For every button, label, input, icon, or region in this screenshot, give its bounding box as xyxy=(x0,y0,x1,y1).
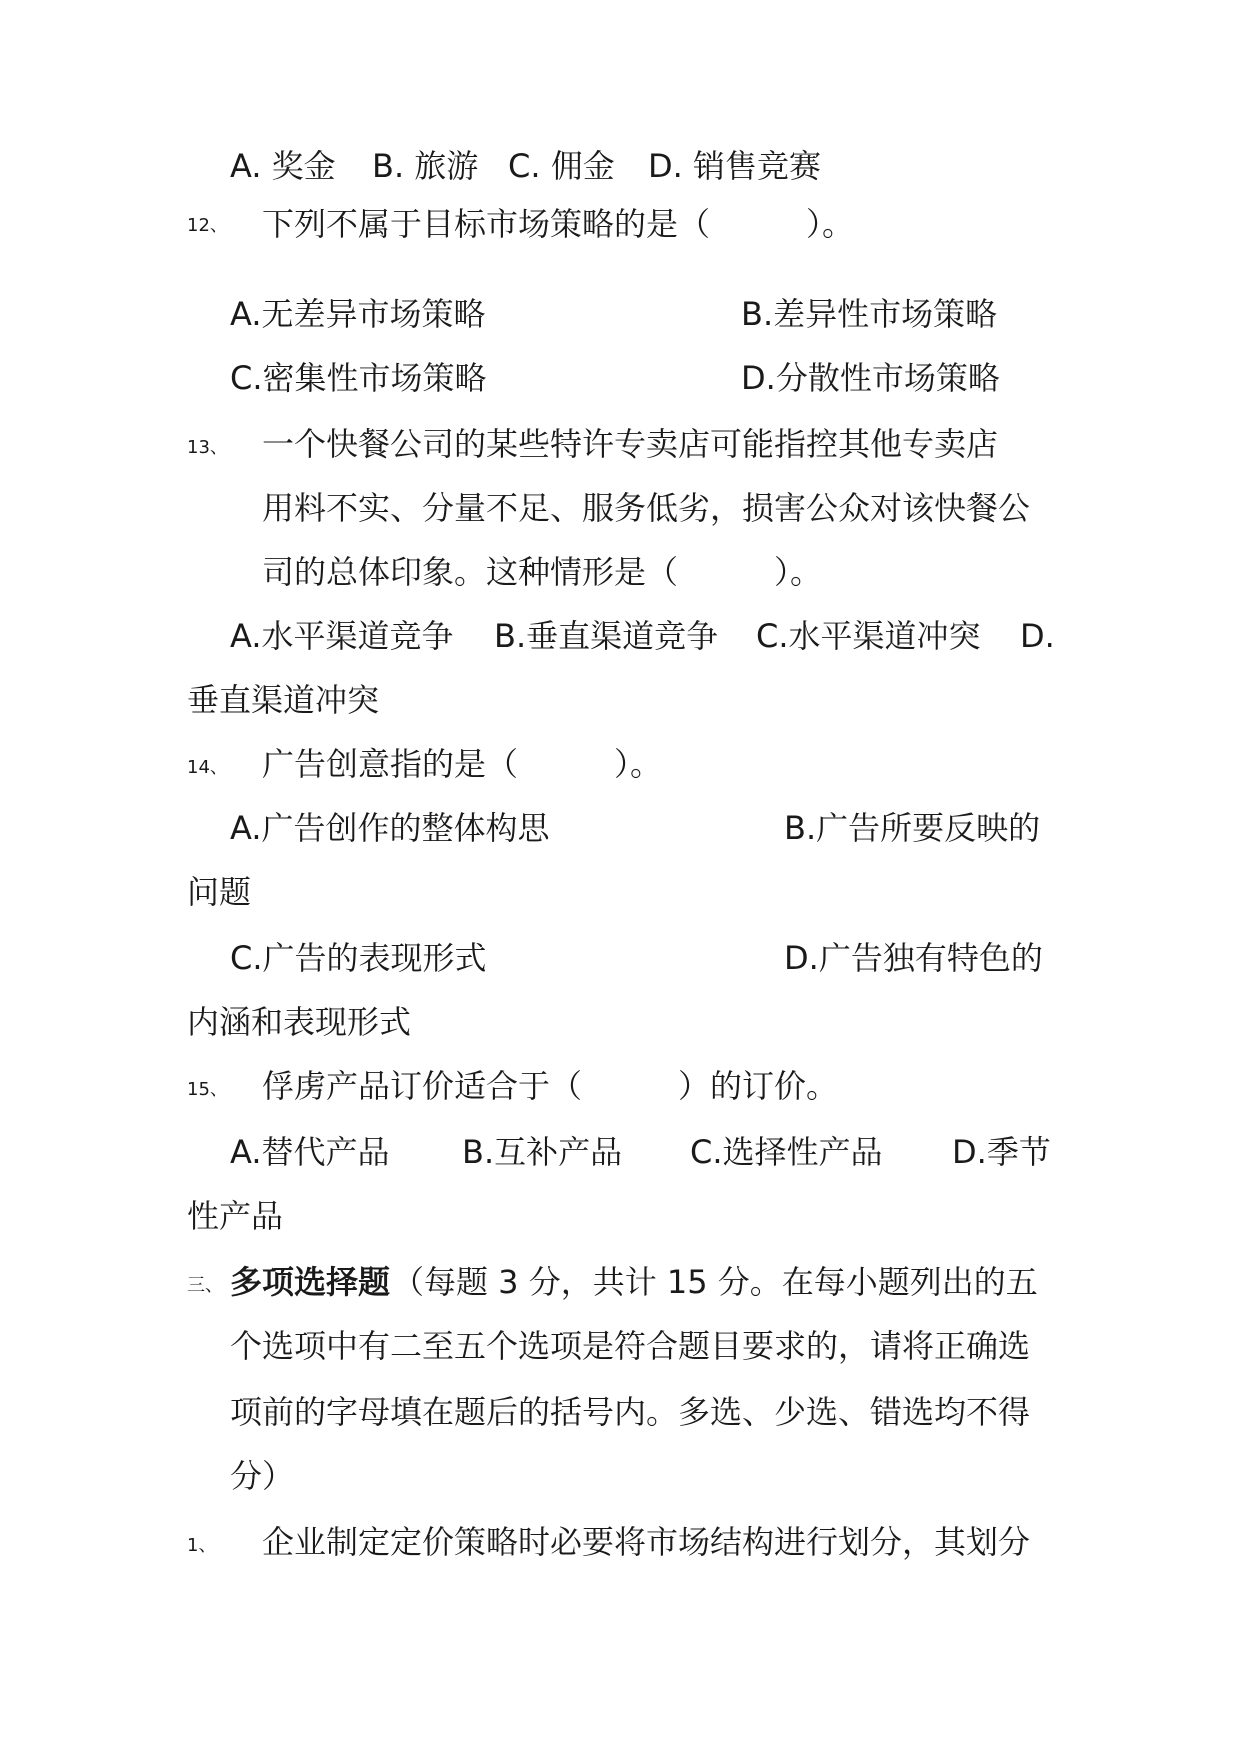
q14-option-c: C.广告的表现形式 xyxy=(230,939,487,977)
q11-option-c: C. 佣金 xyxy=(508,147,615,185)
q1-stem: 企业制定定价策略时必要将市场结构进行划分，其划分 xyxy=(262,1523,1031,1561)
q15-option-c: C.选择性产品 xyxy=(690,1133,883,1171)
section3-title: 多项选择题 xyxy=(230,1263,391,1301)
q12-option-b: B.差异性市场策略 xyxy=(741,295,998,333)
q15-option-b: B.互补产品 xyxy=(462,1133,623,1171)
q13-stem-line1: 一个快餐公司的某些特许专卖店可能指控其他专卖店 xyxy=(262,425,999,463)
q14-number: 14、 xyxy=(187,757,228,778)
q12-number: 12、 xyxy=(187,215,228,236)
q11-option-a: A. 奖金 xyxy=(230,147,336,185)
q14-option-d-cont: 内涵和表现形式 xyxy=(187,1003,412,1041)
q12-stem: 下列不属于目标市场策略的是（ ）。 xyxy=(262,205,855,243)
q12-option-d: D.分散性市场策略 xyxy=(741,359,1000,397)
q13-option-b: B.垂直渠道竞争 xyxy=(494,617,719,655)
section3-number: 三、 xyxy=(187,1275,223,1296)
q12-option-a: A.无差异市场策略 xyxy=(230,295,486,333)
section3-desc-line2: 个选项中有二至五个选项是符合题目要求的，请将正确选 xyxy=(230,1327,1031,1365)
q12-option-c: C.密集性市场策略 xyxy=(230,359,487,397)
q13-stem-line3: 司的总体印象。这种情形是（ ）。 xyxy=(262,553,823,591)
q15-stem: 俘虏产品订价适合于（ ）的订价。 xyxy=(262,1067,839,1105)
q14-option-a: A.广告创作的整体构思 xyxy=(230,809,550,847)
section3-desc-line4: 分） xyxy=(230,1457,295,1495)
q13-option-d: D. xyxy=(1020,617,1055,655)
q13-option-a: A.水平渠道竞争 xyxy=(230,617,454,655)
q13-number: 13、 xyxy=(187,437,228,458)
section3-desc-line3: 项前的字母填在题后的括号内。多选、少选、错选均不得 xyxy=(230,1393,1031,1431)
q14-stem: 广告创意指的是（ ）。 xyxy=(262,745,663,783)
q15-option-a: A.替代产品 xyxy=(230,1133,390,1171)
q15-option-d-cont: 性产品 xyxy=(187,1197,284,1235)
q13-stem-line2: 用料不实、分量不足、服务低劣，损害公众对该快餐公 xyxy=(262,489,1031,527)
q11-option-b: B. 旅游 xyxy=(372,147,479,185)
q14-option-b-cont: 问题 xyxy=(187,873,252,911)
q15-number: 15、 xyxy=(187,1079,228,1100)
q13-option-d-cont: 垂直渠道冲突 xyxy=(187,681,380,719)
q14-option-d: D.广告独有特色的 xyxy=(784,939,1043,977)
q14-option-b: B.广告所要反映的 xyxy=(784,809,1041,847)
q1-number: 1、 xyxy=(187,1535,217,1556)
q15-option-d: D.季节 xyxy=(952,1133,1051,1171)
section3-desc-line1: （每题 3 分，共计 15 分。在每小题列出的五 xyxy=(392,1263,1038,1301)
q13-option-c: C.水平渠道冲突 xyxy=(756,617,981,655)
q11-option-d: D. 销售竞赛 xyxy=(648,147,821,185)
